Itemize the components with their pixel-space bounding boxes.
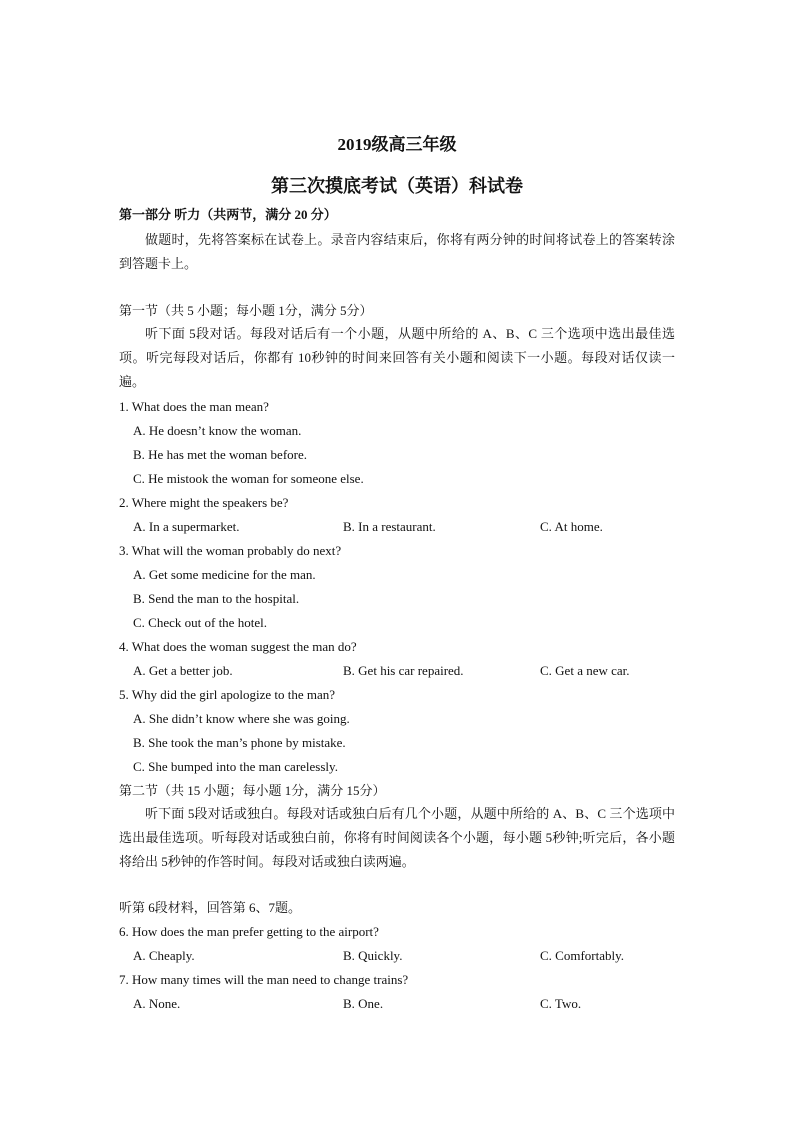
section1-instruction: 听下面 5段对话。每段对话后有一个小题，从题中所给的 A、B、C 三个选项中选出最佳选项。听完每段对话后，你都有 10秒钟的时间来回答有关小题和阅读下一小题。每段对话仅读一遍。 (119, 326, 675, 389)
question-6-option-a: A. Cheaply. (133, 948, 195, 963)
question-1-stem: 1. What does the man mean? (119, 399, 269, 414)
section1-heading: 第一节（共 5 小题；每小题 1分，满分 5分） (119, 303, 373, 318)
question-7-option-a: A. None. (133, 996, 181, 1011)
question-3-option-c: C. Check out of the hotel. (133, 615, 267, 630)
question-4-option-b: B. Get his car repaired. (343, 663, 464, 678)
part1-instruction: 做题时，先将答案标在试卷上。录音内容结束后，你将有两分钟的时间将试卷上的答案转涂到答题卡上。 (119, 232, 675, 271)
question-3-option-b: B. Send the man to the hospital. (133, 591, 300, 606)
exam-title-year: 2019级高三年级 (337, 135, 457, 154)
material-6-note: 听第 6段材料，回答第 6、7题。 (119, 900, 302, 915)
question-7-option-c: C. Two. (540, 996, 582, 1011)
section2-instruction: 听下面 5段对话或独白。每段对话或独白后有几个小题，从题中所给的 A、B、C 三个选项中选出最佳选项。听每段对话或独白前，你将有时间阅读各个小题，每小题 5秒钟;听完后，各小题将给出 5秒钟的作答时间。每段对话或独白读两遍。 (119, 806, 675, 869)
part1-heading: 第一部分 听力（共两节，满分 20 分） (119, 207, 337, 222)
question-7-option-b: B. One. (343, 996, 384, 1011)
exam-title-subject: 第三次摸底考试（英语）科试卷 (271, 176, 523, 196)
question-4-stem: 4. What does the woman suggest the man do? (119, 639, 357, 654)
question-6-stem: 6. How does the man prefer getting to the airport? (119, 924, 379, 939)
question-5-option-b: B. She took the man’s phone by mistake. (133, 735, 346, 750)
question-2-option-c: C. At home. (540, 519, 603, 534)
question-2-stem: 2. Where might the speakers be? (119, 495, 289, 510)
question-2-option-b: B. In a restaurant. (343, 519, 436, 534)
question-3-stem: 3. What will the woman probably do next? (119, 543, 342, 558)
question-2-option-a: A. In a supermarket. (133, 519, 240, 534)
question-5-option-c: C. She bumped into the man carelessly. (133, 759, 338, 774)
question-3-option-a: A. Get some medicine for the man. (133, 567, 316, 582)
question-1-option-a: A. He doesn’t know the woman. (133, 423, 302, 438)
question-6-option-c: C. Comfortably. (540, 948, 625, 963)
question-5-option-a: A. She didn’t know where she was going. (133, 711, 350, 726)
question-4-option-a: A. Get a better job. (133, 663, 233, 678)
question-4-option-c: C. Get a new car. (540, 663, 630, 678)
question-1-option-c: C. He mistook the woman for someone else. (133, 471, 364, 486)
question-5-stem: 5. Why did the girl apologize to the man? (119, 687, 336, 702)
section2-heading: 第二节（共 15 小题；每小题 1分，满分 15分） (119, 783, 386, 798)
question-6-option-b: B. Quickly. (343, 948, 403, 963)
question-7-stem: 7. How many times will the man need to change trains? (119, 972, 409, 987)
question-1-option-b: B. He has met the woman before. (133, 447, 308, 462)
